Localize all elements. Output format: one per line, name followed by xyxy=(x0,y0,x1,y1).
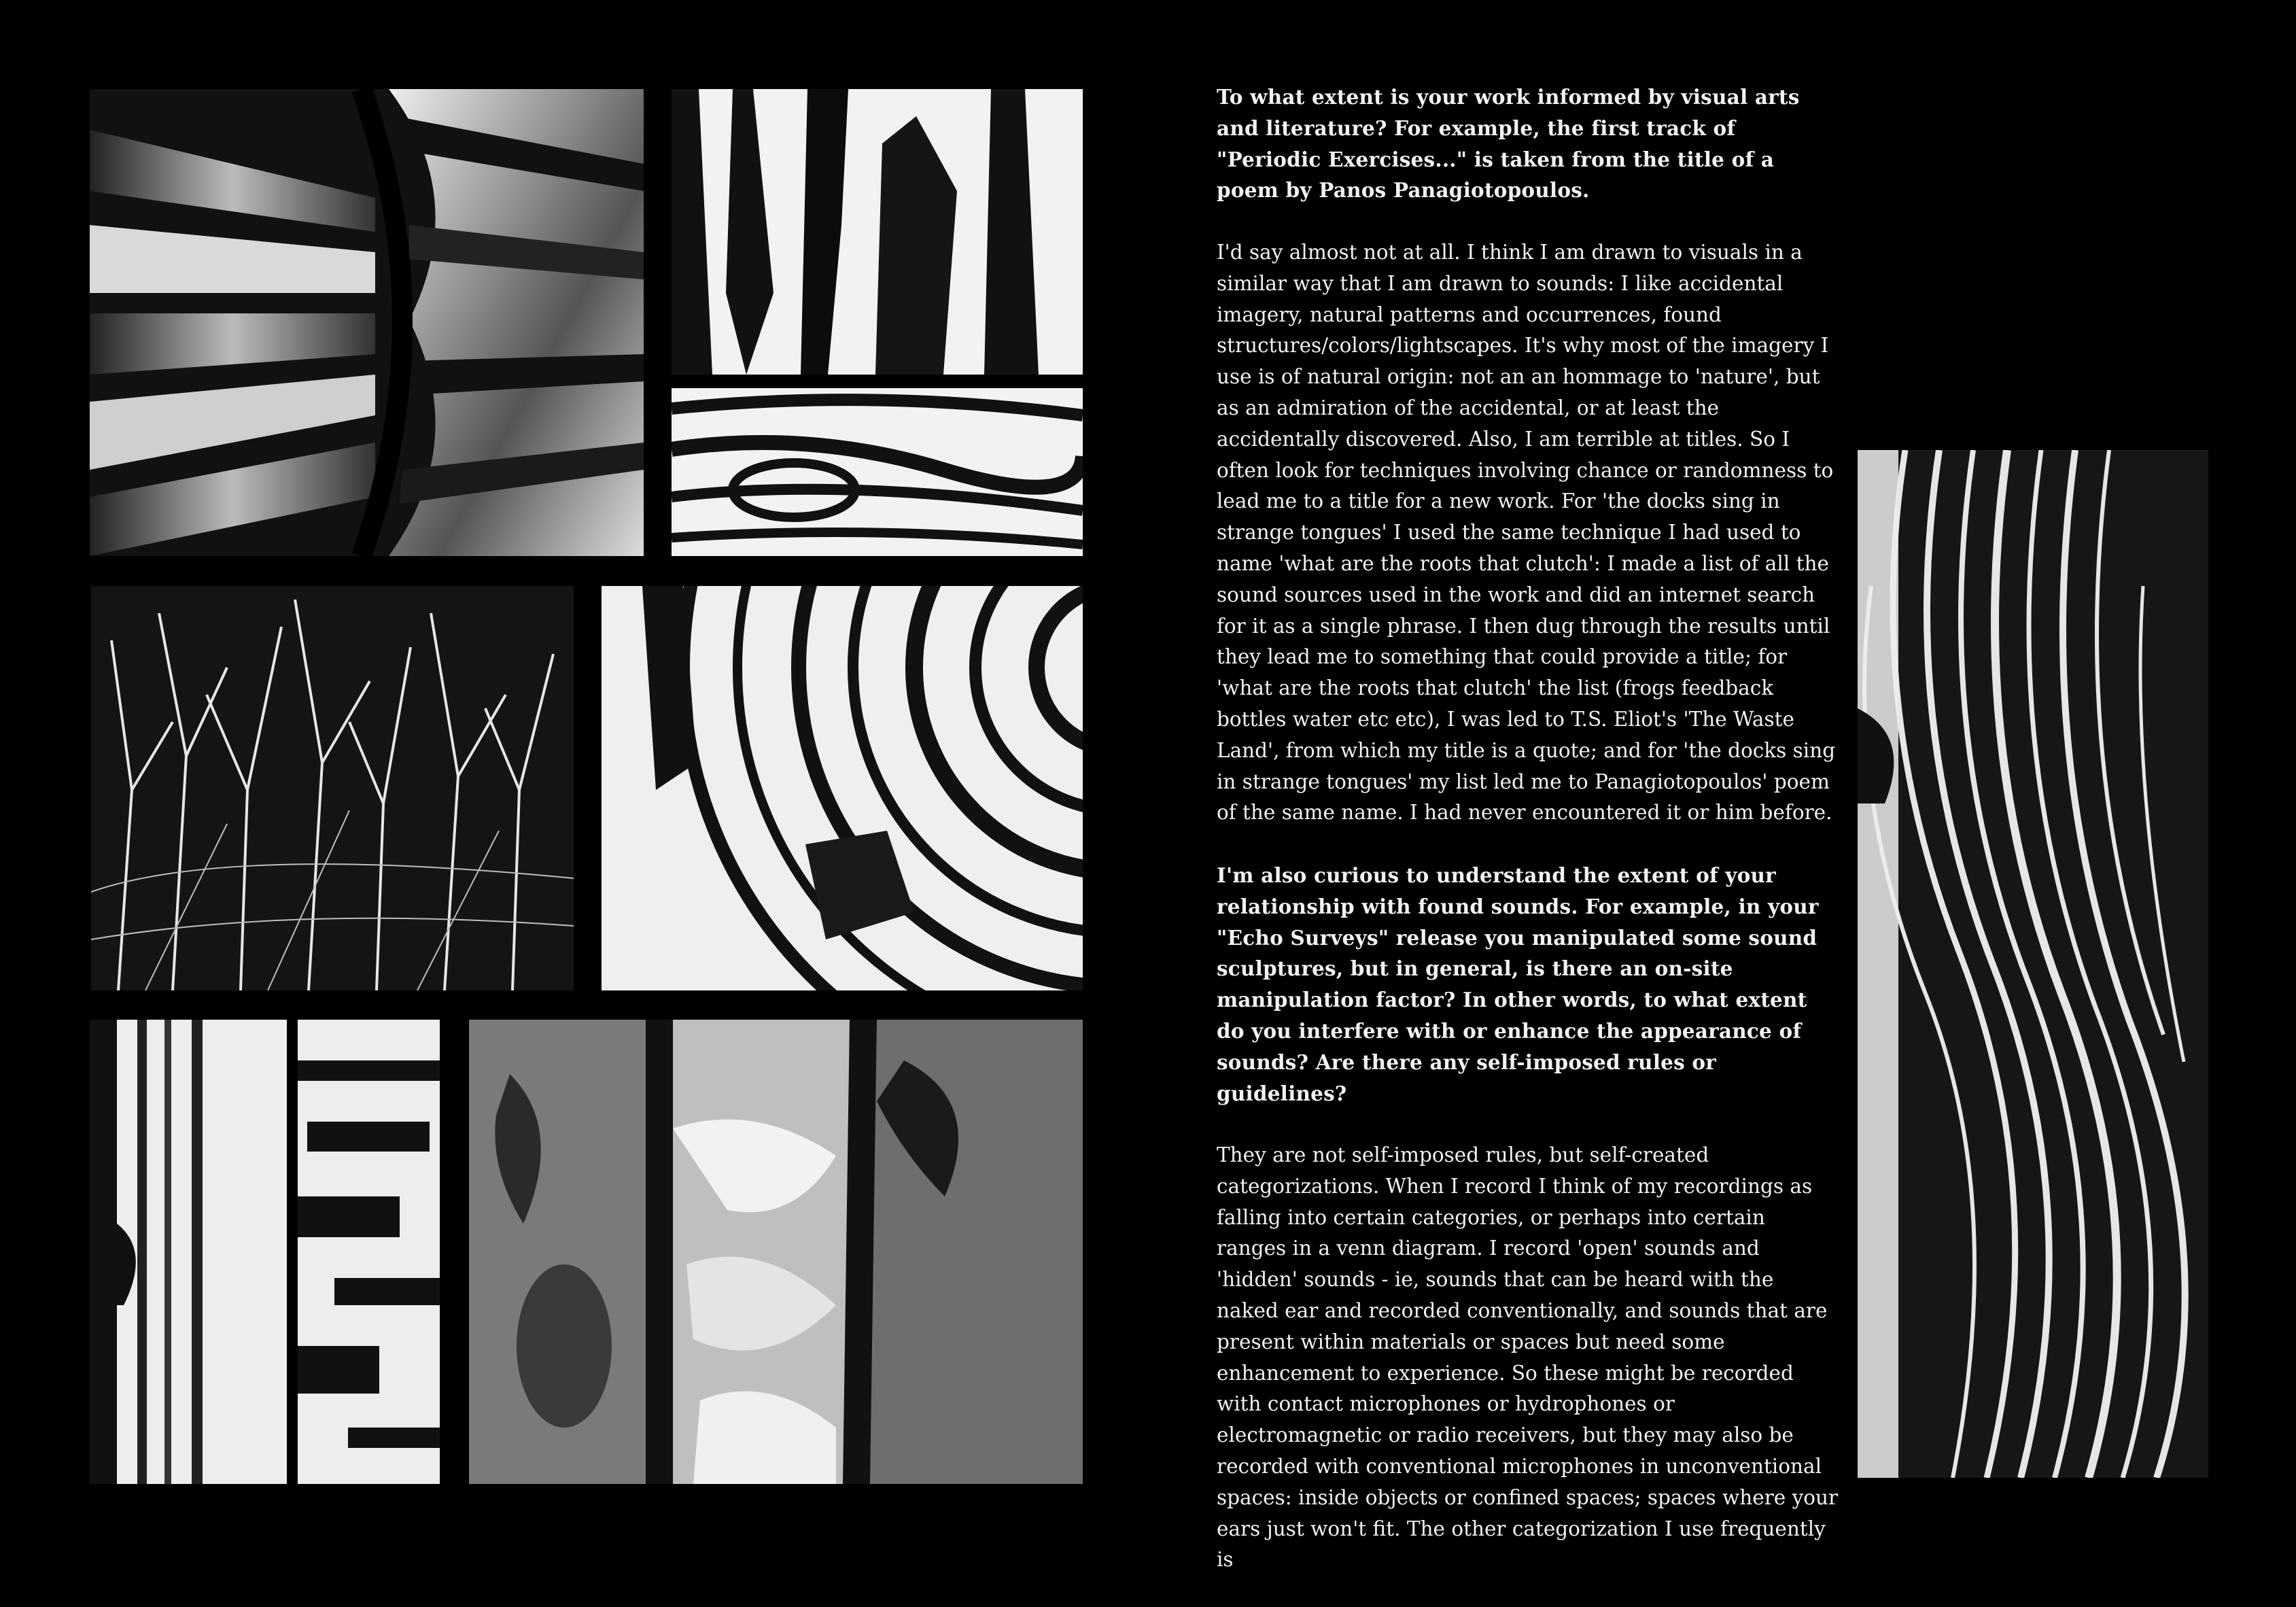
collage-image-grass xyxy=(91,586,574,990)
answer-1: I'd say almost not at all. I think I am drawn to visuals in a similar way that I am drawn to sounds: I like accidental imagery, natural patterns and occurrences, found structures/colors/lightscapes. It's why most of the imagery I use is of natural origin: not an an hommage to 'nature', but as an admiration of the accidental, or at least the accidentally discovered. Also, I am terrible at titles. So I often look for techniques involving chance or randomness to lead me to a title for a new work. For 'the docks sing in strange tongues' I used the same technique I had used to name 'what are the roots that clutch': I made a list of all the sound sources used in the work and did an internet search for it as a single phrase. I then dug through the results until they lead me to something that could provide a title; for 'what are the roots that clutch' the list (frogs feedback bottles water etc etc), I was led to T.S. Eliot's 'The Waste Land', from which my title is a quote; and for 'the docks sing in strange tongues' my list led me to Panagiotopoulos' poem of the same name. I had never encountered it or him before. xyxy=(1217,240,1836,825)
interview-text xyxy=(1217,82,1839,1607)
swirl-grain-texture xyxy=(1858,450,2208,1478)
bark-texture xyxy=(469,1020,1083,1484)
collage-image-radial-ridges xyxy=(90,89,644,556)
wood-planks-texture xyxy=(90,1020,440,1484)
tree-rings-texture xyxy=(602,586,1083,990)
collage-image-wood-planks xyxy=(90,1020,440,1484)
collage-image-wood-grain xyxy=(672,89,1083,556)
question-2: I'm also curious to understand the extent of your relationship with found sounds. For example, in your "Echo Surveys" release you manipulated some sound sculptures, but in general, is there an on-site manipulation factor? In other words, to what extent do you interfere with or enhance the appearance of sounds? Are there any self-imposed rules or guidelines? xyxy=(1217,863,1819,1105)
collage-image-tree-rings xyxy=(602,586,1083,990)
radial-ridges-texture xyxy=(90,89,644,556)
grass-texture xyxy=(91,586,574,990)
wood-grain-texture xyxy=(672,89,1083,556)
answer-2: They are not self-imposed rules, but self-created categorizations. When I record I think of my recordings as falling into certain categories, or perhaps into certain ranges in a venn diagram. I record 'open' sounds and 'hidden' sounds - ie, sounds that can be heard with the naked ear and recorded conventionally, and sounds that are present within materials or spaces but need some enhancement to experience. So these might be recorded with contact microphones or hydrophones or electromagnetic or radio receivers, but they may also be recorded with conventional microphones in unconventional spaces: inside objects or confined spaces; spaces where your ears just won't fit. The other categorization I use frequently is xyxy=(1217,1143,1839,1572)
collage-image-bark xyxy=(469,1020,1083,1484)
question-1: To what extent is your work informed by visual arts and literature? For example, the first track of "Periodic Exercises..." is taken from the title of a poem by Panos Panagiotopoulos. xyxy=(1217,85,1800,203)
collage-image-swirl-grain xyxy=(1858,450,2208,1478)
